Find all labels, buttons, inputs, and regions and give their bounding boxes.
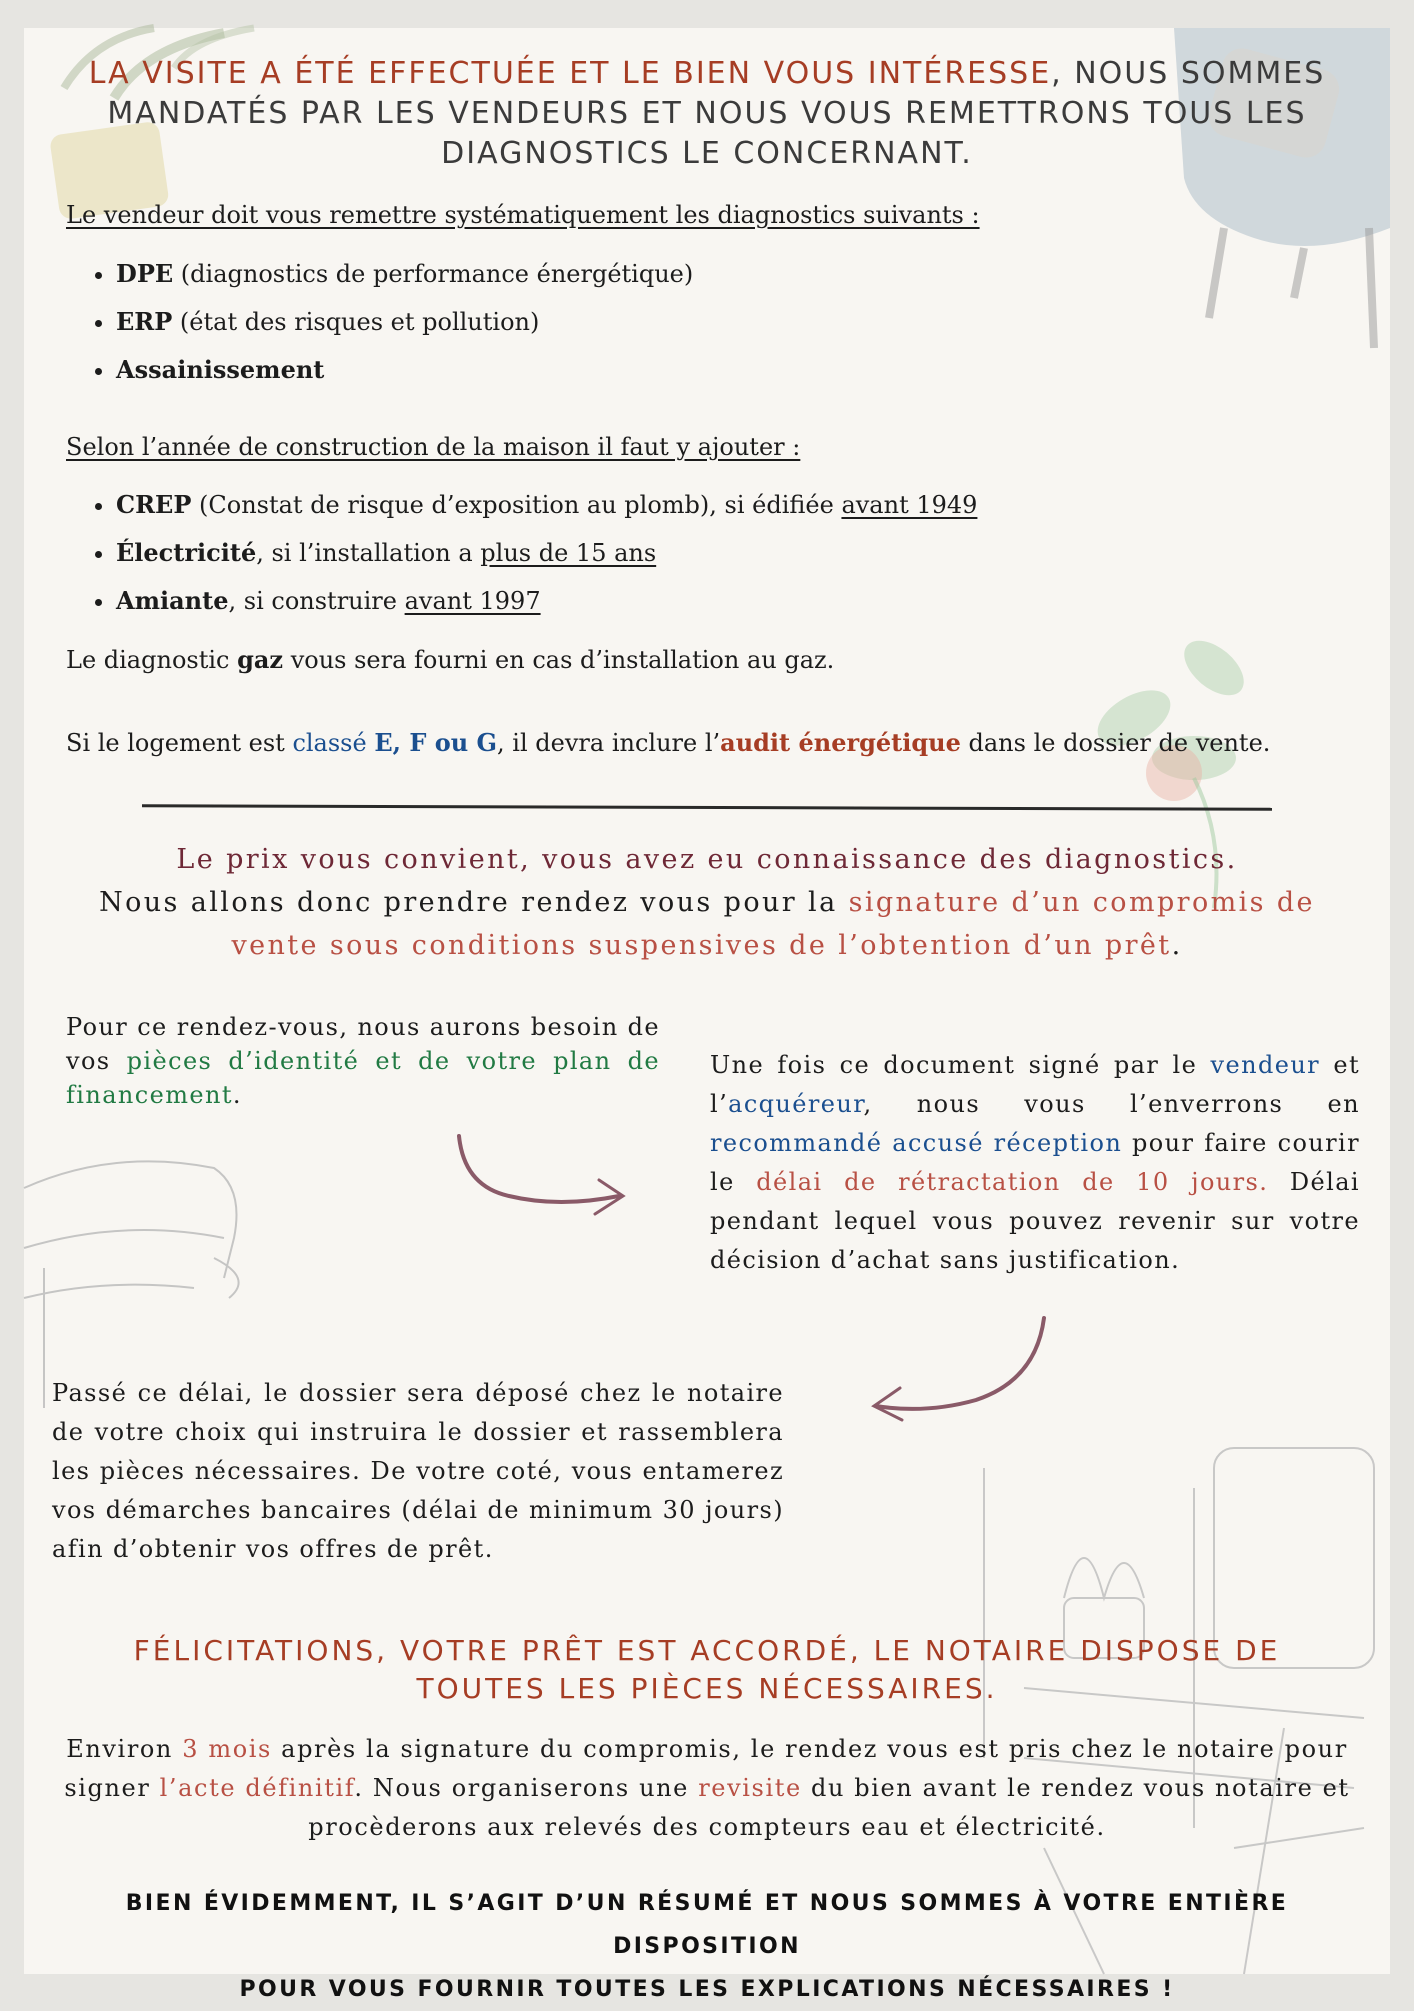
price-line-1: Le prix vous convient, vous avez eu connaissance des diagnostics. [176,844,1238,875]
list-item: • ERP (état des risques et pollution) [116,298,693,346]
document-page [24,28,1390,2002]
list-item: • CREP (Constat de risque d’exposition au plomb), si édifiée avant 1949 [116,481,977,529]
list-item: • Amiante, si construire avant 1997 [116,577,977,625]
list-item: • Électricité, si l’installation a plus de 15 ans [116,529,977,577]
arrow-right-icon [439,1126,649,1246]
year-section-title: Selon l’année de construction de la maison il faut y ajouter : [66,433,801,461]
congrats-heading: FÉLICITATIONS, VOTRE PRÊT EST ACCORDÉ, LE NOTAIRE DISPOSE DE TOUTES LES PIÈCES NÉCESSAIRES. [133,1634,1281,1705]
closing-note [64,1882,1350,2011]
arrow-left-icon [856,1310,1056,1440]
year-diagnostics-list [94,481,977,625]
closing-line-1: BIEN ÉVIDEMMENT, IL S’AGIT D’UN RÉSUMÉ ET NOUS SOMMES À VOTRE ENTIÈRE DISPOSITION [125,1891,1289,1959]
final-note: Environ 3 mois après la signature du compromis, le rendez vous est pris chez le notaire pour signer l’acte définitif. Nous organiserons une revisite du bien avant le rendez vous notaire et procèderons aux relevés des compteurs eau et électricité. [64,1735,1350,1841]
list-item: • Assainissement [116,346,693,394]
required-section-title: Le vendeur doit vous remettre systématiquement les diagnostics suivants : [66,201,980,229]
price-section [64,838,1350,967]
price-line-2: Nous allons donc prendre rendez vous pour la signature d’un compromis de vente sous conditions suspensives de l’obtention d’un prêt. [99,887,1315,961]
gas-note: Le diagnostic gaz vous sera fourni en cas d’installation au gaz. [66,645,835,674]
audit-note: Si le logement est classé E, F ou G, il devra inclure l’audit énergétique dans le dossier de vente. [66,728,1271,757]
headline-highlight: LA VISITE A ÉTÉ EFFECTUÉE ET LE BIEN VOUS INTÉRESSE [88,56,1052,91]
required-diagnostics-list [94,250,693,394]
notary-note: Passé ce délai, le dossier sera déposé chez le notaire de votre choix qui instruira le dossier et rassemblera les pièces nécessaires. De votre coté, vous entamerez vos démarches bancaires (délai de minimum 30 jours) afin d’obtenir vos offres de prêt. [52,1379,784,1563]
list-item: • DPE (diagnostics de performance énergétique) [116,250,693,298]
signed-document-note: Une fois ce document signé par le vendeur et l’acquéreur, nous vous l’enverrons en recommandé accusé réception pour faire courir le délai de rétractation de 10 jours. Délai pendant lequel vous pouvez revenir sur votre décision d’achat sans justification. [710,1051,1360,1274]
section-divider [142,804,1272,811]
closing-line-2: POUR VOUS FOURNIR TOUTES LES EXPLICATIONS NÉCESSAIRES ! [239,1977,1175,2002]
meeting-note: Pour ce rendez-vous, nous aurons besoin de vos pièces d’identité et de votre plan de financement. [66,1013,660,1109]
headline-rest: , NOUS SOMMES MANDATÉS PAR LES VENDEURS ET NOUS VOUS REMETTRONS TOUS LES DIAGNOSTICS LE CONCERNANT. [107,56,1326,171]
page-headline [54,54,1360,174]
